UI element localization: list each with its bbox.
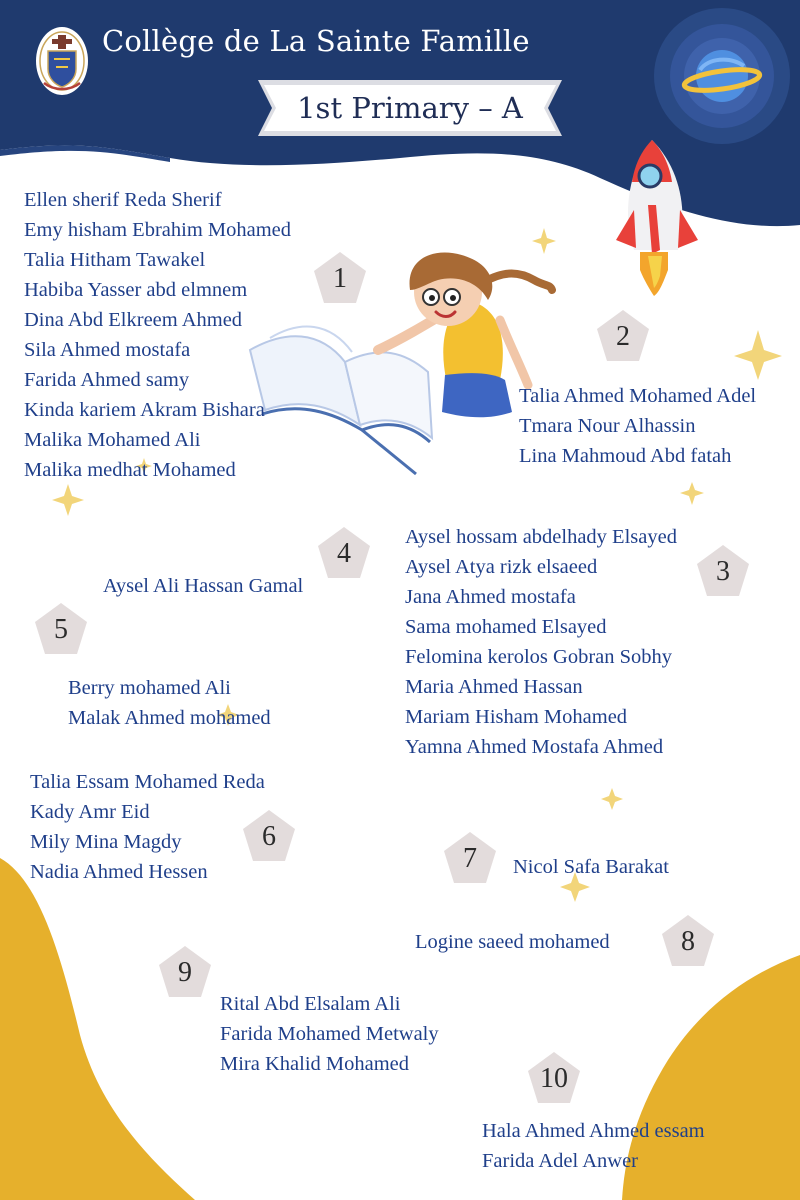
student-name: Dina Abd Elkreem Ahmed	[24, 309, 243, 331]
student-name: Tmara Nour Alhassin	[519, 415, 696, 437]
student-name: Aysel Ali Hassan Gamal	[103, 575, 304, 597]
group-number-badge: 8	[659, 913, 717, 971]
student-name: Talia Essam Mohamed Reda	[30, 771, 265, 793]
student-name: Malika Mohamed Ali	[24, 429, 201, 451]
group-number-badge: 3	[694, 543, 752, 601]
student-name: Ellen sherif Reda Sherif	[24, 189, 222, 211]
student-name: Nadia Ahmed Hessen	[30, 861, 208, 883]
student-name: Emy hisham Ebrahim Mohamed	[24, 219, 292, 241]
student-name: Hala Ahmed Ahmed essam	[482, 1120, 705, 1142]
student-name: Mira Khalid Mohamed	[220, 1053, 410, 1075]
student-name: Sila Ahmed mostafa	[24, 339, 191, 361]
student-name: Malak Ahmed mohamed	[68, 707, 271, 729]
student-name: Jana Ahmed mostafa	[405, 586, 576, 608]
student-name: Rital Abd Elsalam Ali	[220, 993, 401, 1015]
group-number-badge: 5	[32, 601, 90, 659]
student-name: Logine saeed mohamed	[415, 931, 610, 953]
group-number-badge: 6	[240, 808, 298, 866]
group-number-badge: 2	[594, 308, 652, 366]
student-name: Yamna Ahmed Mostafa Ahmed	[405, 736, 664, 758]
group-number-badge: 4	[315, 525, 373, 583]
planet-icon	[654, 8, 790, 144]
open-book-icon	[250, 326, 432, 474]
student-name: Kinda kariem Akram Bishara	[24, 399, 265, 421]
group-number-badge: 9	[156, 944, 214, 1002]
student-name: Maria Ahmed Hassan	[405, 676, 583, 698]
student-name: Farida Ahmed samy	[24, 369, 190, 391]
student-name: Aysel hossam abdelhady Elsayed	[405, 526, 677, 548]
class-title: 1st Primary – A	[297, 91, 523, 125]
gold-blob-right	[622, 955, 800, 1200]
student-name: Talia Hitham Tawakel	[24, 249, 206, 271]
student-name: Farida Adel Anwer	[482, 1150, 638, 1172]
school-crest-icon	[34, 25, 90, 97]
student-name: Malika medhat Mohamed	[24, 459, 236, 481]
student-name: Berry mohamed Ali	[68, 677, 231, 699]
student-name: Lina Mahmoud Abd fatah	[519, 445, 732, 467]
student-name: Mily Mina Magdy	[30, 831, 182, 853]
school-name: Collège de La Sainte Famille	[102, 24, 530, 58]
student-name: Nicol Safa Barakat	[513, 856, 669, 878]
group-number-badge: 1	[311, 250, 369, 308]
student-name: Mariam Hisham Mohamed	[405, 706, 628, 728]
student-name: Farida Mohamed Metwaly	[220, 1023, 439, 1045]
group-number-badge: 10	[525, 1050, 583, 1108]
student-name: Talia Ahmed Mohamed Adel	[519, 385, 757, 407]
student-name: Felomina kerolos Gobran Sobhy	[405, 646, 673, 668]
student-name: Sama mohamed Elsayed	[405, 616, 607, 638]
student-name: Kady Amr Eid	[30, 801, 150, 823]
student-name: Habiba Yasser abd elmnem	[24, 279, 248, 301]
gold-blob-left	[0, 858, 195, 1200]
student-name: Aysel Atya rizk elsaeed	[405, 556, 598, 578]
group-number-badge: 7	[441, 830, 499, 888]
